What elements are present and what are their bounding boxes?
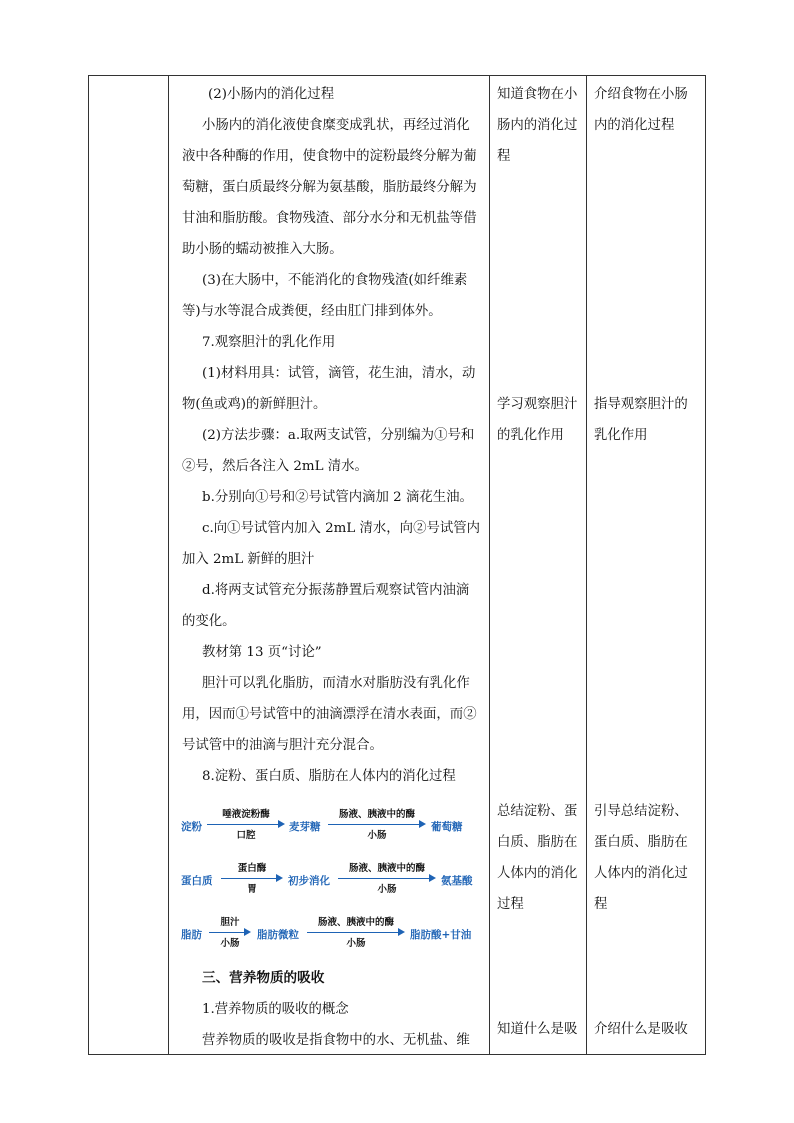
flow-arrow xyxy=(221,878,281,879)
teacher-text: 介绍什么是吸收 xyxy=(594,1022,688,1037)
flow-end: 氨基酸 xyxy=(441,875,473,887)
lesson-table xyxy=(88,75,706,1055)
paragraph-line: (2)方法步骤：a.取两支试管，分别编为①号和 xyxy=(202,428,475,443)
student-text: 的乳化作用 xyxy=(497,428,564,443)
flow-site-label: 胃 xyxy=(247,884,257,895)
student-column xyxy=(489,76,586,1054)
student-text: 学习观察胆汁 xyxy=(497,397,578,412)
flow-site-label: 小肠 xyxy=(377,884,397,895)
flow-arrow xyxy=(338,878,434,879)
flow-site-label: 口腔 xyxy=(236,830,256,841)
protein-digestion-flow xyxy=(181,860,481,900)
flow-arrow xyxy=(328,824,424,825)
student-text: 知道食物在小 xyxy=(497,87,578,102)
subheading: 7.观察胆汁的乳化作用 xyxy=(202,335,336,350)
teacher-text: 内的消化过程 xyxy=(594,118,675,133)
flow-arrow xyxy=(209,932,249,933)
paragraph-line: (1)材料用具：试管，滴管，花生油，清水，动 xyxy=(202,366,476,381)
paragraph-line: 的变化。 xyxy=(182,614,236,629)
teacher-column xyxy=(586,76,707,1054)
section-heading: 三、营养物质的吸收 xyxy=(202,970,325,986)
paragraph-line: 小肠内的消化液使食糜变成乳状，再经过消化 xyxy=(202,118,470,133)
teacher-text: 指导观察胆汁的 xyxy=(594,397,688,412)
student-text: 总结淀粉、蛋 xyxy=(497,804,578,819)
starch-digestion-flow xyxy=(181,806,481,846)
flow-start: 脂肪 xyxy=(181,929,202,941)
teacher-text: 引导总结淀粉、 xyxy=(594,804,688,819)
paragraph-line: d.将两支试管充分振荡静置后观察试管内油滴 xyxy=(202,583,470,598)
flow-site-label: 小肠 xyxy=(346,938,366,949)
student-text: 白质、脂肪在 xyxy=(497,835,578,850)
flow-site-label: 小肠 xyxy=(220,938,240,949)
fat-digestion-flow xyxy=(181,914,481,954)
flow-arrow xyxy=(207,824,283,825)
teacher-text: 人体内的消化过 xyxy=(594,866,688,881)
flow-end: 脂肪酸+甘油 xyxy=(410,929,472,941)
flow-arrow xyxy=(307,932,403,933)
paragraph-line: 胆汁可以乳化脂肪，而清水对脂肪没有乳化作 xyxy=(202,676,470,691)
teacher-text: 蛋白质、脂肪在 xyxy=(594,835,688,850)
student-text: 肠内的消化过 xyxy=(497,118,578,133)
flow-enzyme-label: 肠液、胰液中的酶 xyxy=(338,809,415,820)
flow-intermediate: 麦芽糖 xyxy=(289,821,321,833)
paragraph-line: 甘油和脂肪酸。食物残渣、部分水分和无机盐等借 xyxy=(182,211,477,226)
student-text: 过程 xyxy=(497,897,524,912)
flow-enzyme-label: 蛋白酶 xyxy=(237,863,267,874)
student-text: 人体内的消化 xyxy=(497,866,578,881)
flow-intermediate: 初步消化 xyxy=(288,875,330,887)
content-column xyxy=(168,76,489,1054)
flow-enzyme-label: 肠液、胰液中的酶 xyxy=(348,863,425,874)
paragraph-line: 助小肠的蠕动被推入大肠。 xyxy=(182,242,343,257)
flow-start: 淀粉 xyxy=(181,821,202,833)
teacher-text: 介绍食物在小肠 xyxy=(594,87,688,102)
paragraph-line: 用，因而①号试管中的油滴漂浮在清水表面，而② xyxy=(182,707,477,722)
paragraph-line: 营养物质的吸收是指食物中的水、无机盐、维 xyxy=(202,1033,470,1048)
flow-enzyme-label: 唾液淀粉酶 xyxy=(222,809,270,820)
flow-enzyme-label: 胆汁 xyxy=(220,917,240,928)
flow-start: 蛋白质 xyxy=(181,875,213,887)
flow-end: 葡萄糖 xyxy=(431,821,463,833)
paragraph-line: 教材第 13 页“讨论” xyxy=(202,645,322,660)
flow-site-label: 小肠 xyxy=(367,830,387,841)
paragraph-line: b.分别向①号和②号试管内滴加 2 滴花生油。 xyxy=(202,490,473,505)
paragraph-line: (3)在大肠中，不能消化的食物残渣(如纤维素 xyxy=(202,273,468,288)
student-text: 知道什么是吸 xyxy=(497,1022,578,1037)
flow-enzyme-label: 肠液、胰液中的酶 xyxy=(317,917,394,928)
paragraph-line: 1.营养物质的吸收的概念 xyxy=(202,1002,349,1017)
paragraph-line: 液中各种酶的作用，使食物中的淀粉最终分解为葡 xyxy=(182,149,477,164)
teacher-text: 乳化作用 xyxy=(594,428,648,443)
paragraph-line: 加入 2mL 新鲜的胆汁 xyxy=(182,552,315,567)
subheading: (2)小肠内的消化过程 xyxy=(208,87,335,102)
paragraph-line: 萄糖，蛋白质最终分解为氨基酸，脂肪最终分解为 xyxy=(182,180,477,195)
subheading: 8.淀粉、蛋白质、脂肪在人体内的消化过程 xyxy=(202,769,456,784)
flow-intermediate: 脂肪微粒 xyxy=(257,929,299,941)
paragraph-line: c.向①号试管内加入 2mL 清水，向②号试管内 xyxy=(202,521,481,536)
teacher-text: 程 xyxy=(594,897,608,912)
paragraph-line: ②号，然后各注入 2mL 清水。 xyxy=(182,459,368,474)
paragraph-line: 物(鱼或鸡)的新鲜胆汁。 xyxy=(182,397,327,412)
paragraph-line: 等)与水等混合成粪便，经由肛门排到体外。 xyxy=(182,304,442,319)
student-text: 程 xyxy=(497,149,511,164)
paragraph-line: 号试管中的油滴与胆汁充分混合。 xyxy=(182,738,383,753)
